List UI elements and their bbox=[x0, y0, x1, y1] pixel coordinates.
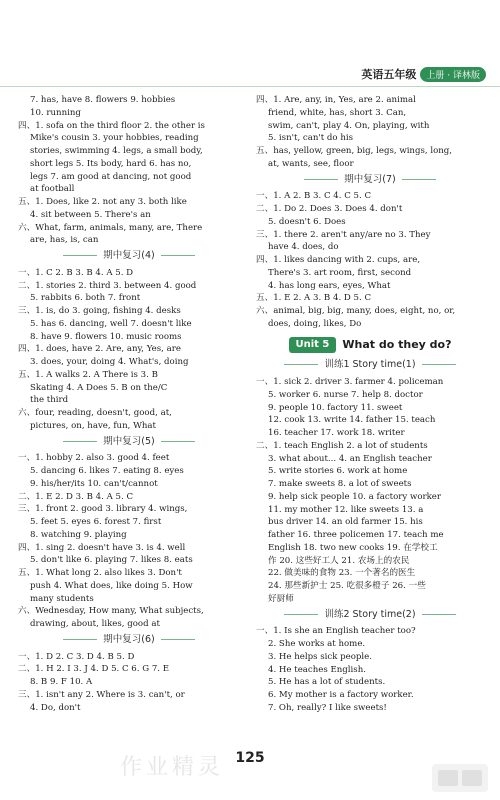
watermark: 作业精灵 bbox=[120, 755, 225, 780]
answer-line: drawing, about, likes, good at bbox=[30, 619, 160, 629]
section-heading: 期中复习(4) bbox=[18, 250, 240, 263]
answer-line: 24. 那些新护士 25. 吃很多橙子 26. 一些 bbox=[268, 581, 426, 591]
answer-line: many students bbox=[30, 593, 94, 604]
answer-line: 5. doesn't 6. Does bbox=[268, 216, 346, 227]
answer-line: 5. has 6. dancing, well 7. doesn't like bbox=[30, 318, 192, 329]
answer-line: 9. help sick people 10. a factory worker bbox=[268, 491, 442, 502]
answer-line: legs 7. am good at dancing, not good bbox=[30, 171, 192, 182]
answer-line: 一、1. hobby 2. also 3. good 4. feet bbox=[18, 453, 170, 464]
book-title: 英语五年级 bbox=[361, 68, 417, 81]
header-rule bbox=[0, 86, 500, 87]
answer-line: 五、1. A walks 2. A There is 3. B bbox=[18, 369, 158, 380]
answer-line: 4. sit between 5. There's an bbox=[30, 209, 151, 220]
answer-line: short legs 5. Its body, hard 6. has no, bbox=[30, 158, 192, 169]
answer-line: 五、1. What long 2. also likes 3. Don't bbox=[18, 568, 182, 578]
answer-line: 一、1. C 2. B 3. B 4. A 5. D bbox=[18, 267, 134, 278]
answer-line: 三、1. is, do 3. going, fishing 4. desks bbox=[18, 306, 181, 316]
answer-line: Mike's cousin 3. your hobbies, reading bbox=[30, 133, 199, 144]
answer-line: 六、Wednesday, How many, What subjects, bbox=[18, 606, 204, 617]
answer-line: 5. feet 5. eyes 6. forest 7. first bbox=[30, 517, 162, 527]
answer-line: 5. write stories 6. work at home bbox=[268, 466, 408, 477]
answer-line: 四、1. likes dancing with 2. cups, are, bbox=[256, 255, 421, 265]
answer-line: 六、four, reading, doesn't, good, at, bbox=[18, 408, 172, 418]
answer-line: 9. people 10. factory 11. sweet bbox=[268, 402, 403, 413]
answer-line: 4. He teaches English. bbox=[268, 664, 366, 675]
answer-line: 二、1. Do 2. Does 3. Does 4. don't bbox=[256, 204, 403, 214]
answer-line: 六、What, farm, animals, many, are, There bbox=[18, 222, 203, 233]
answer-line: 二、1. H 2. I 3. J 4. D 5. C 6. G 7. E bbox=[18, 664, 170, 675]
answer-line: 3. He helps sick people. bbox=[268, 651, 372, 662]
answer-line: are, has, is, can bbox=[30, 235, 99, 246]
answer-line: 作 20. 这些好工人 21. 农场上的农民 bbox=[268, 555, 410, 566]
unit-badge: Unit 5 bbox=[289, 337, 337, 354]
answer-line: friend, white, has, short 3. Can, bbox=[268, 107, 407, 118]
answer-line: swim, can't, play 4. On, playing, with bbox=[268, 120, 430, 131]
answer-line: Skating 4. A Does 5. B on the/C bbox=[30, 382, 168, 393]
answer-line: 4. has long ears, eyes, What bbox=[268, 280, 391, 291]
answer-line: 8. have 9. flowers 10. music rooms bbox=[30, 331, 182, 342]
answer-line: 三、1. isn't any 2. Where is 3. can't, or bbox=[18, 689, 185, 700]
answer-line: 二、1. E 2. D 3. B 4. A 5. C bbox=[18, 491, 134, 502]
answer-line: bus driver 14. an old farmer 15. his bbox=[268, 517, 423, 528]
answer-line: 四、1. sofa on the third floor 2. the other is bbox=[18, 120, 205, 131]
answer-line: There's 3. art room, first, second bbox=[268, 267, 412, 278]
answer-line: 四、1. does, have 2. Are, any, Yes, are bbox=[18, 344, 181, 355]
answer-line: 四、1. sing 2. doesn't have 3. is 4. well bbox=[18, 542, 186, 553]
answer-line: 12. cook 13. write 14. father 15. teach bbox=[268, 415, 436, 426]
answer-line: 5. rabbits 6. both 7. front bbox=[30, 293, 141, 304]
answer-line: pictures, on, have, fun, What bbox=[30, 420, 157, 431]
unit-header bbox=[256, 337, 484, 354]
answer-line: 10. running bbox=[30, 107, 81, 118]
answer-line: 五、has, yellow, green, big, legs, wings, long, bbox=[256, 146, 453, 156]
answer-line: 三、1. there 2. aren't any/are no 3. They bbox=[256, 229, 431, 240]
answer-line: at, wants, see, floor bbox=[268, 158, 354, 169]
left-column bbox=[18, 94, 240, 714]
answer-line: 三、1. front 2. good 3. library 4. wings, bbox=[18, 504, 188, 515]
answer-line: 2. She works at home. bbox=[268, 639, 366, 649]
answer-line: stories, swimming 4. legs, a small body, bbox=[30, 146, 203, 156]
section-heading: 训练2 Story time(2) bbox=[256, 609, 484, 622]
answer-line: 五、1. E 2. A 3. B 4. D 5. C bbox=[256, 293, 372, 304]
answer-line: 4. Do, don't bbox=[30, 702, 81, 713]
page-number: 125 bbox=[235, 750, 265, 766]
answer-line: 一、1. D 2. C 3. D 4. B 5. D bbox=[18, 651, 135, 662]
answer-line: at football bbox=[30, 184, 75, 195]
answer-line: 六、animal, big, big, many, does, eight, no, or, bbox=[256, 306, 456, 316]
answer-line: 3. does, your, doing 4. What's, doing bbox=[30, 357, 189, 367]
answer-line: 3. what about... 4. an English teacher bbox=[268, 453, 432, 464]
answer-line: 5. worker 6. nurse 7. help 8. doctor bbox=[268, 389, 423, 400]
answer-line: 五、1. Does, like 2. not any 3. both like bbox=[18, 197, 187, 207]
corner-logo-icon bbox=[430, 760, 490, 796]
answer-line: 5. isn't, can't do his bbox=[268, 133, 354, 144]
answer-line: 16. teacher 17. work 18. writer bbox=[268, 428, 405, 438]
right-column bbox=[256, 94, 484, 715]
answer-line: 好厨师 bbox=[268, 593, 294, 604]
answer-line: 7. make sweets 8. a lot of sweets bbox=[268, 479, 412, 489]
page-header bbox=[361, 66, 486, 82]
answer-line: push 4. What does, like doing 5. How bbox=[30, 580, 193, 591]
answer-line: 一、1. Is she an English teacher too? bbox=[256, 626, 416, 637]
answer-line: 7. Oh, really? I like sweets! bbox=[268, 702, 387, 713]
answer-line: 8. B 9. F 10. A bbox=[30, 677, 93, 687]
answer-line: 7. has, have 8. flowers 9. hobbies bbox=[30, 95, 176, 105]
answer-line: 二、1. stories 2. third 3. between 4. good bbox=[18, 280, 197, 291]
answer-line: have 4. does, do bbox=[268, 242, 339, 253]
answer-line: 6. My mother is a factory worker. bbox=[268, 690, 414, 700]
answer-line: does, doing, likes, Do bbox=[268, 318, 362, 329]
answer-line: 四、1. Are, any, in, Yes, are 2. animal bbox=[256, 95, 416, 105]
section-heading: 期中复习(6) bbox=[18, 634, 240, 647]
section-heading: 期中复习(7) bbox=[256, 174, 484, 187]
answer-line: 5. dancing 6. likes 7. eating 8. eyes bbox=[30, 466, 184, 476]
answer-line: 22. 做美味的食物 23. 一个著名的医生 bbox=[268, 568, 416, 579]
unit-title: What do they do? bbox=[342, 337, 452, 351]
answer-line: the third bbox=[30, 395, 69, 406]
answer-line: 5. don't like 6. playing 7. likes 8. eats bbox=[30, 555, 193, 566]
answer-line: English 18. two new cooks 19. 在学校工 bbox=[268, 542, 438, 553]
answer-line: 一、1. A 2. B 3. C 4. C 5. C bbox=[256, 191, 372, 202]
answer-line: father 16. three policemen 17. teach me bbox=[268, 530, 444, 540]
answer-line: 二、1. teach English 2. a lot of students bbox=[256, 440, 428, 451]
answer-line: 11. my mother 12. like sweets 13. a bbox=[268, 504, 424, 515]
answer-line: 9. his/her/its 10. can't/cannot bbox=[30, 478, 158, 489]
answer-line: 8. watching 9. playing bbox=[30, 529, 127, 540]
section-heading: 期中复习(5) bbox=[18, 436, 240, 449]
edition-badge: 上册 · 译林版 bbox=[420, 67, 486, 82]
section-heading: 训练1 Story time(1) bbox=[256, 359, 484, 372]
answer-line: 5. He has a lot of students. bbox=[268, 677, 386, 688]
answer-line: 一、1. sick 2. driver 3. farmer 4. policeman bbox=[256, 377, 444, 387]
